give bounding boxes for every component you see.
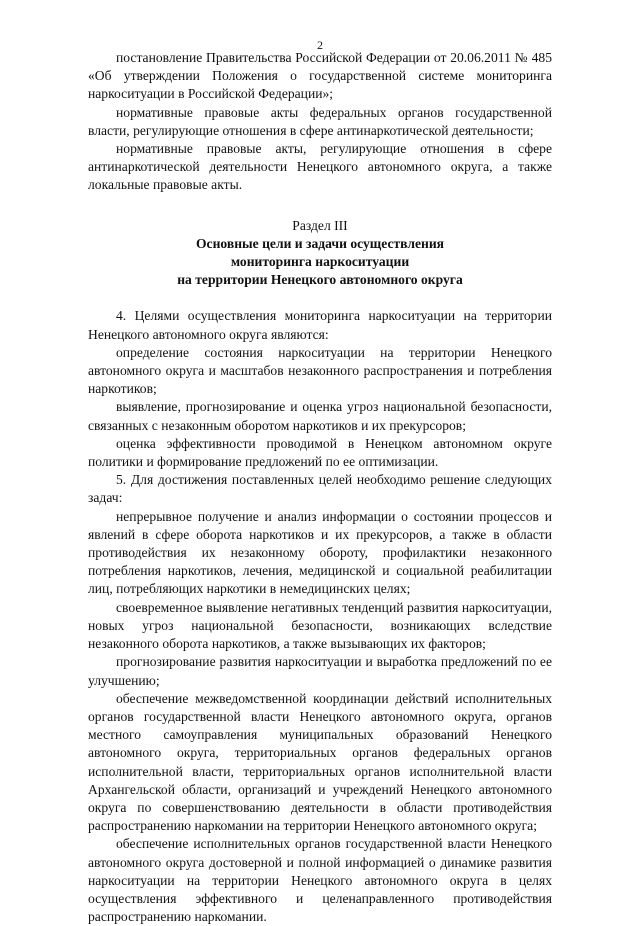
section-title-line: на территории Ненецкого автономного округа: [177, 272, 463, 288]
goal-paragraph: оценка эффективности проводимой в Ненецком автономном округе политики и формирование предложений по ее оптимизации.: [88, 435, 552, 470]
section-title-line: Основные цели и задачи осуществления: [195, 235, 445, 251]
task-paragraph: непрерывное получение и анализ информации о состоянии процессов и явлений в сфере оборота наркотиков и их прекурсоров, а также в области противодействия их незаконному обороту, профилактики незаконного потребления наркотиков, лечения, медицинской и социальной реабилитации лиц, потребляющих наркотики в немедицинских целях;: [88, 508, 552, 597]
section-title-line: мониторинга наркоситуации: [230, 254, 410, 270]
task-paragraph: прогнозирование развития наркоситуации и выработка предложений по ее улучшению;: [88, 654, 552, 688]
intro-paragraph: нормативные правовые акты, регулирующие отношения в сфере антинаркотической деятельности Ненецкого автономного округа, а также локальные правовые акты.: [88, 141, 552, 193]
task-paragraph: своевременное выявление негативных тенденций развития наркоситуации, новых угроз национальной безопасности, возникающих вследствие незаконного оборота наркотиков, а также вызывающих их факторов;: [88, 599, 552, 652]
section-label: Раздел III: [292, 217, 348, 233]
intro-paragraph: нормативные правовые акты федеральных органов государственной власти, регулирующие отношения в сфере антинаркотической деятельности;: [88, 104, 552, 138]
page-number: 2: [317, 38, 323, 52]
task-paragraph: обеспечение исполнительных органов государственной власти Ненецкого автономного округа достоверной и полной информацией о динамике развития наркоситуации на территории Ненецкого автономного округа в целях осуществления эффективного и целенаправленного противодействия распространению наркомании.: [88, 836, 552, 925]
goal-paragraph: определение состояния наркоситуации на территории Ненецкого автономного округа и масштабов незаконного распространения и потребления наркотиков;: [88, 344, 552, 397]
document-body: [88, 49, 552, 926]
task-paragraph: обеспечение межведомственной координации действий исполнительных органов государственной власти Ненецкого автономного округа, органов местного самоуправления муниципальных образований Ненецкого автономного округа, территориальных органов федеральных органов исполнительной власти, территориальных органов исполнительной власти Архангельской области, организаций и учреждений Ненецкого автономного округа по совершенствованию деятельности в области противодействия распространению наркомании на территории Ненецкого автономного округа;: [88, 690, 552, 834]
paragraph-item-4: 4. Целями осуществления мониторинга наркоситуации на территории Ненецкого автономного округа являются:: [88, 308, 552, 342]
paragraph-item-5: 5. Для достижения поставленных целей необходимо решение следующих задач:: [88, 472, 552, 506]
goal-paragraph: выявление, прогнозирование и оценка угроз национальной безопасности, связанных с незаконным оборотом наркотиков и их прекурсоров;: [88, 399, 552, 433]
intro-paragraph: постановление Правительства Российской Федерации от 20.06.2011 № 485 «Об утверждении Положения о государственной системе мониторинга наркоситуации в Российской Федерации»;: [88, 50, 552, 102]
section-heading: [88, 217, 552, 290]
